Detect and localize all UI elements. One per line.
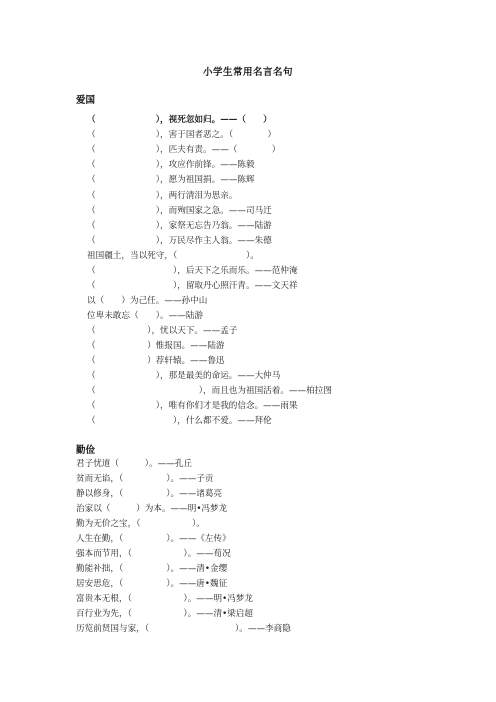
page-title: 小学生常用名言名句: [202, 67, 293, 78]
list-item: 富贵本无根，（ ）。——明•冯梦龙: [76, 594, 253, 604]
list-item: （ ），忧以天下。——孟子: [87, 326, 238, 336]
list-item: 勤为无价之宝，（ ）。: [76, 519, 205, 529]
list-item: （ ），那是最美的命运。——大仲马: [87, 371, 281, 381]
list-item: （ ）荐轩辕。——鲁迅: [87, 356, 225, 366]
list-item: 人生在勤，（ ）。——《左传》: [76, 534, 231, 544]
section-heading-aiguo: 爱国: [76, 95, 96, 106]
list-item: （ ），攻应作前锋。——陈毅: [87, 160, 255, 170]
list-item: （ ），两行清泪为思亲。: [87, 191, 238, 201]
list-item: （ ），视死忽如归。——（ ）: [87, 115, 272, 125]
list-item: 居安思危，（ ）。——唐•魏征: [76, 579, 228, 589]
list-item: 祖国疆土，当以死守，（ ）。: [87, 251, 259, 261]
list-item: 百行业为先，（ ）。——清•梁启超: [76, 609, 253, 619]
list-item: （ ），唯有你们才是我的信念。——雨果: [87, 401, 298, 411]
list-item: （ ），而且也为祖国活着。——柏拉图: [87, 386, 332, 396]
list-item: （ ），而殉国家之急。——司马迁: [87, 206, 272, 216]
list-item: 强本而节用，（ ）。——荀况: [76, 549, 231, 559]
list-item: 历览前贤国与家，（ ）。——李商隐: [76, 624, 291, 634]
list-item: 位卑未敢忘（ ）。——陆游: [87, 311, 204, 321]
list-item: （ ），害于国者恶之。（ ）: [87, 130, 277, 140]
list-item: （ ）惟报国。——陆游: [87, 341, 225, 351]
list-item: 贫而无谄，（ ）。——子贡: [76, 474, 214, 484]
list-item: 静以修身，（ ）。——诸葛亮: [76, 489, 223, 499]
list-item: 以（ ）为己任。——孙中山: [87, 296, 208, 306]
list-item: （ ），什么都不爱。——拜伦: [87, 416, 272, 426]
list-item: （ ），家祭无忘告乃翁。——陆游: [87, 221, 272, 231]
section-heading-qinjian: 勤俭: [76, 445, 96, 456]
list-item: 治家以（ ）为本。——明•冯梦龙: [76, 504, 228, 514]
list-item: （ ），后天下之乐而乐。——范仲淹: [87, 266, 298, 276]
list-item: （ ），愿为祖国捐。——陈辉: [87, 175, 255, 185]
list-item: （ ），留取丹心照汗青。——文天祥: [87, 281, 298, 291]
list-item: 勤能补拙，（ ）。——清•金缨: [76, 564, 228, 574]
list-item: 君子忧道（ ）。——孔丘: [76, 459, 193, 469]
list-item: （ ），万民尽作主人翁。——朱德: [87, 236, 272, 246]
list-item: （ ），匹夫有责。——（ ）: [87, 145, 281, 155]
